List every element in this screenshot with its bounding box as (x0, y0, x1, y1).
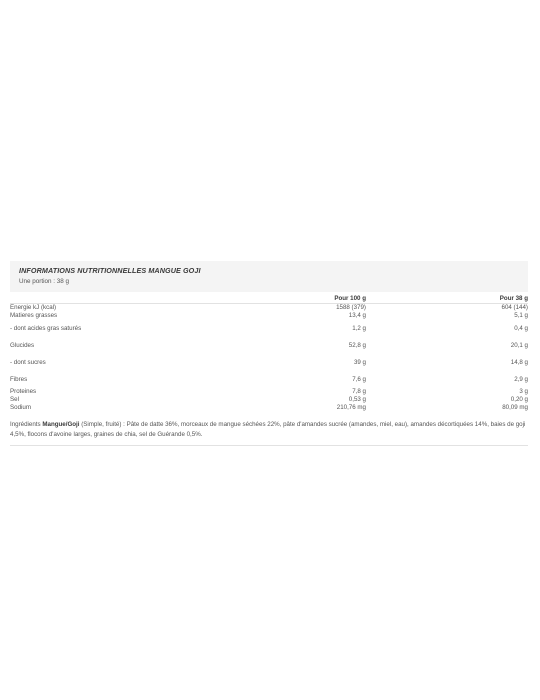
table-row (10, 396, 528, 404)
value-per-100g: 7,8 g (352, 388, 366, 395)
ingredients-product-name: Mangue/Goji (42, 421, 80, 428)
nutrient-name: - dont acides gras saturés (10, 324, 82, 332)
value-per-serving: 604 (144) (501, 304, 528, 311)
table-row (10, 312, 528, 320)
value-per-serving: 14,8 g (510, 358, 528, 366)
value-per-100g: 52,8 g (348, 341, 366, 349)
nutrient-name: Matieres grasses (10, 312, 58, 319)
value-per-100g: 0,53 g (348, 396, 366, 403)
column-header-per-serving: Pour 38 g (366, 292, 528, 304)
table-row (10, 354, 528, 371)
table-row (10, 337, 528, 354)
nutrient-name: - dont sucres (10, 358, 46, 366)
value-per-100g: 210,76 mg (336, 404, 366, 411)
value-per-serving: 20,1 g (510, 341, 528, 349)
value-per-100g: 13,4 g (348, 312, 366, 319)
table-row (10, 304, 528, 313)
value-per-serving: 3 g (519, 388, 528, 395)
table-row (10, 404, 528, 412)
value-per-serving: 80,09 mg (502, 404, 528, 411)
nutrition-table (10, 292, 528, 412)
column-header-per-100g: Pour 100 g (180, 292, 366, 304)
ingredients-prefix: Ingrédients (10, 421, 43, 428)
value-per-serving: 2,9 g (514, 375, 528, 383)
value-per-serving: 5,1 g (514, 312, 528, 319)
ingredients-list: (Simple, fruité) : Pâte de datte 36%, morceaux de mangue séchées 22%, pâte d'amandes sucrée (amandes, miel, eau), amandes décortiquées 14%, baies de goji 4,5%, flocons d'avoine larges, graines de chia, sel de Guérande 0,5%. (10, 421, 526, 438)
value-per-serving: 0,20 g (510, 396, 528, 403)
panel-title: INFORMATIONS NUTRITIONNELLES MANGUE GOJI (19, 266, 201, 275)
table-row (10, 388, 528, 396)
value-per-serving: 0,4 g (514, 324, 528, 332)
table-row (10, 371, 528, 388)
table-row (10, 320, 528, 337)
portion-size: Une portion : 38 g (19, 278, 70, 285)
panel-header (10, 261, 528, 292)
nutrient-name: Sel (10, 396, 19, 403)
column-header-nutrient (10, 292, 180, 304)
value-per-100g: 7,6 g (352, 375, 366, 383)
nutrient-name: Proteines (10, 388, 37, 395)
nutrient-name: Glucides (10, 341, 35, 349)
nutrient-name: Fibres (10, 375, 28, 383)
table-header-row (10, 292, 528, 304)
nutrient-name: Sodium (10, 404, 31, 411)
value-per-100g: 39 g (353, 358, 366, 366)
value-per-100g: 1588 (379) (336, 304, 366, 311)
value-per-100g: 1,2 g (352, 324, 366, 332)
nutrition-panel (10, 261, 528, 446)
nutrient-name: Energie kJ (kcal) (10, 304, 57, 311)
ingredients-text (10, 412, 528, 446)
